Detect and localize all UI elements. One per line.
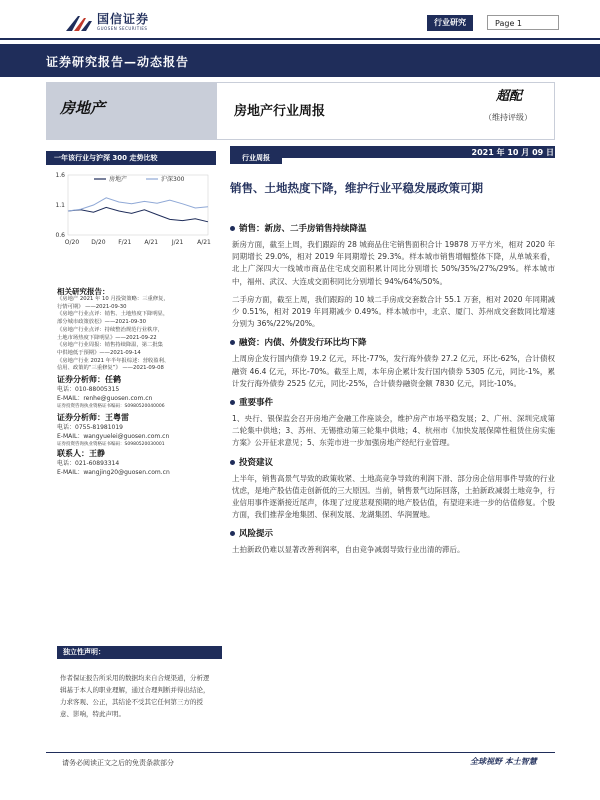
report-date: 2021 年 10 月 09 日 [471,148,554,157]
related-report-line: 《房地产行业点评：持续整治规范行业秩序， [57,326,163,333]
company-logo-text: 国信证券 [97,12,150,26]
section-paragraph: 1、央行、银保监会召开房地产金融工作座谈会，维护房产市场平稳发展；2、广州、深圳完成第二轮集中供地；3、苏州、无锡推动第三轮集中供地；4、杭州市《加快发展保障性租赁住房实施方案》公开征求意见；5、东莞市进一步加强房地产经纪行业管理。 [232,414,555,448]
footer-disclaimer-note: 请务必阅读正文之后的免责条款部分 [62,759,174,767]
x-tick-label: A/21 [144,239,159,246]
analyst-name: 王粤雷 [105,413,129,422]
section-title: 融资：内债、外债发行环比均下降 [239,338,367,349]
banner-title: 证券研究报告—动态报告 [46,55,190,69]
rating-value: 超配 [496,89,523,104]
bullet-icon [230,460,235,465]
related-report-line: 《房地产行业点评：销售、土地热度下降明显， [57,311,169,318]
section-title: 风险提示 [239,529,274,540]
section-paragraph: 上周房企发行国内债券 19.2 亿元，环比-77%，发行海外债券 27.2 亿元，环比-62%，合计债权融资 46.4 亿元，环比-70%。截至上周，本年房企累计发行国内债券 5305 亿元，同比-1%，累计发行海外债券 2525 亿元，同比-25%，合计债券融资金额 7830 亿元，同比-10%。 [232,354,555,388]
company-logo-subtext: GUOSEN SECURITIES [97,26,148,31]
report-type-badge: 行业研究 [427,15,473,31]
section-title: 销售：新房、二手房销售持续降温 [239,224,367,234]
related-report-line: 部分城市政策放松》——2021-09-30 [57,319,147,326]
chart-heading: 一年该行业与沪深 300 走势比较 [46,151,216,165]
analyst-email[interactable]: E-MAIL：renhe@guosen.com.cn [57,395,153,402]
analyst-cert: 证券投资咨询执业资格证书编码：S0980520040006 [57,404,165,409]
rating-note: （维持评级） [484,113,532,122]
bullet-icon [230,226,235,231]
x-tick-label: J/21 [171,239,184,246]
y-tick-label: 0.6 [55,232,65,239]
section-events [230,396,555,450]
contact-block [57,448,222,477]
section-title: 重要事件 [239,398,274,409]
y-tick-label: 1.1 [55,202,65,209]
x-tick-label: F/21 [118,239,132,246]
header-divider [0,38,600,40]
analyst-phone: 电话：0755-81981019 [57,424,123,431]
section-paragraph: 上半年，销售高景气导致的政策收紧、土地高竞争导致的利润下滑、部分房企信用事件导致的行业忧虑，是地产股估值走创新低的三大原因。当前，销售景气边际回落，土拍新政减弱土地竞争，行业信用事件逐渐接近尾声，体现了过度悲观预期的地产股估值，有望迎来进一步的估值修复。个股方面，我们推荐金地集团、保利发展、龙湖集团、华润置地。 [232,473,555,520]
related-report-line: 信用、政策的“三重修复”》 ——2021-09-08 [57,365,164,372]
trend-chart [46,165,216,251]
sector-name: 房地产 [60,99,106,117]
legend-label: 沪深300 [161,176,185,183]
section-sales [230,222,555,330]
x-tick-label: O/20 [64,239,80,246]
contact-label: 联系人： [57,449,89,458]
bullet-icon [230,340,235,345]
related-reports-title: 相关研究报告： [57,287,110,296]
related-report-line: 行情可期》 ——2021-09-30 [57,303,127,310]
section-paragraph: 二手房方面，截至上周，我们跟踪的 10 城二手房成交套数合计 55.1 万套，相对 2020 年同期减少 0.51%，相对 2019 年同期减少 0.49%。样本城市中，北京、厦门、苏州成交套数同比增速分别为 36%/22%/20%。 [232,294,555,329]
related-report-line: 中供地低于预期》——2021-09-14 [57,349,141,356]
legend-label: 房地产 [109,176,128,183]
section-title: 投资建议 [239,457,274,468]
independence-statement-body: 作者保证报告所采用的数据均来自合规渠道，分析逻辑基于本人的职业理解，通过合理判断并得出结论，力求客观、公正，其结论不受其它任何第三方的授意、影响，特此声明。 [60,674,210,718]
related-report-line: 《房地产行业 2021 年半年报综述：营收盈利、 [57,357,170,364]
section-paragraph: 土拍新政仍难以显著改善利润率，自由竞争减弱导致行业出清的滞后。 [232,545,465,555]
related-report-line: 土地市场热度下降明显》——2021-09-22 [57,334,157,341]
series-line-csi300 [68,198,208,211]
analyst-cert: 证券投资咨询执业资格证书编码：S0980520030001 [57,442,165,447]
weekly-title: 房地产行业周报 [234,104,326,119]
footer-divider [46,752,555,753]
section-paragraph: 新房方面，截至上周，我们跟踪的 28 城商品住宅销售面积合计 19878 万平方米，相对 2020 年同期增长 29.0%，相对 2019 年同期增长 29.3%。样本城市销售增幅整体下降，从单城来看，北上广深四大一线城市商品住宅成交面积累计同比分别增长 50%/35%/27%/29%。样本城市中，福州、武汉、大连成交面积同比分别增长 94%/64%/50%。 [232,240,555,286]
contact-phone: 电话：021-60893314 [57,460,120,467]
related-reports-list [57,296,222,373]
related-report-line: 《房地产行业周报：销售持续降温，第二批集 [57,342,163,349]
contact-email[interactable]: E-MAIL：wangjing20@guosen.com.cn [57,469,170,476]
analyst-block [57,374,222,410]
related-report-line: 《房地产 2021 年 10 月投资策略：三重修复， [57,296,169,302]
x-tick-label: D/20 [91,239,106,246]
section-financing [230,336,555,390]
section-risk [230,527,555,556]
y-tick-label: 1.6 [55,172,65,179]
report-body [230,222,555,563]
section-investment-advice [230,456,555,522]
section-tag: 行业周报 [230,152,282,164]
bullet-icon [230,400,235,405]
analyst-label: 证券分析师： [57,375,105,384]
analyst-block [57,412,222,448]
bullet-icon [230,531,235,536]
analyst-name: 任鹤 [105,375,121,384]
report-headline: 销售、土地热度下降，维护行业平稳发展政策可期 [230,181,483,195]
page-number: Page 1 [487,15,559,30]
analyst-label: 证券分析师： [57,413,105,422]
analyst-phone: 电话：010-88005315 [57,386,120,393]
contact-name: 王静 [89,449,105,458]
footer-slogan: 全球视野 本土智慧 [470,757,537,766]
independence-statement-heading: 独立性声明： [57,646,222,659]
analyst-email[interactable]: E-MAIL：wangyuelei@guosen.com.cn [57,433,170,440]
x-tick-label: A/21 [197,239,211,246]
company-logo-icon [64,13,94,33]
series-line-real-estate [68,207,208,221]
